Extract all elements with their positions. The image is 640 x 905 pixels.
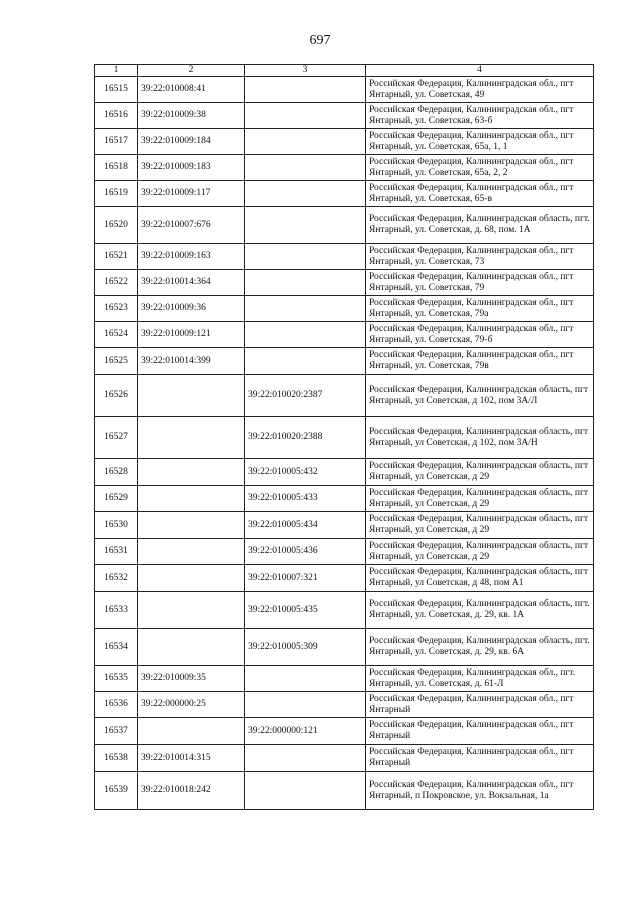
address-cell: Российская Федерация, Калининградская обл., пгт Янтарный, ул. Советская, 65а, 2, 2 xyxy=(366,155,594,181)
table-row xyxy=(95,103,594,129)
address-cell: Российская Федерация, Калининградская область, пгт Янтарный, ул Советская, д 29 xyxy=(366,486,594,512)
table-row xyxy=(95,486,594,512)
cadastral-number-object: 39:22:010020:2388 xyxy=(245,417,366,459)
row-number: 16518 xyxy=(95,155,138,181)
row-number: 16534 xyxy=(95,629,138,666)
address-cell: Российская Федерация, Калининградская обл., пгт Янтарный, ул. Советская, 65-в xyxy=(366,181,594,207)
cadastral-number-land: 39:22:010009:38 xyxy=(138,103,245,129)
cadastral-number-object: 39:22:010007:321 xyxy=(245,565,366,592)
table-row xyxy=(95,129,594,155)
address-cell: Российская Федерация, Калининградская обл., пгт Янтарный, ул. Советская, 65а, 1, 1 xyxy=(366,129,594,155)
address-cell: Российская Федерация, Калининградская обл., пгт Янтарный, ул. Советская, 79а xyxy=(366,296,594,322)
row-number: 16539 xyxy=(95,772,138,810)
column-header-2: 2 xyxy=(138,65,245,77)
row-number: 16516 xyxy=(95,103,138,129)
cadastral-number-object xyxy=(245,270,366,296)
cadastral-number-land: 39:22:010008:41 xyxy=(138,77,245,103)
table-row xyxy=(95,629,594,666)
address-cell: Российская Федерация, Калининградская обл., пгт Янтарный, ул. Советская, 79в xyxy=(366,348,594,375)
row-number: 16525 xyxy=(95,348,138,375)
table-row xyxy=(95,207,594,244)
cadastral-number-land: 39:22:010007:676 xyxy=(138,207,245,244)
row-number: 16529 xyxy=(95,486,138,512)
row-number: 16538 xyxy=(95,745,138,772)
address-cell: Российская Федерация, Калининградская обл., пгт Янтарный xyxy=(366,745,594,772)
row-number: 16532 xyxy=(95,565,138,592)
cadastral-number-object xyxy=(245,155,366,181)
row-number: 16526 xyxy=(95,375,138,417)
table-row xyxy=(95,459,594,486)
cadastral-number-land xyxy=(138,459,245,486)
address-cell: Российская Федерация, Калининградская область, пгт Янтарный, ул Советская, д 29 xyxy=(366,539,594,565)
cadastral-number-object xyxy=(245,692,366,718)
address-cell: Российская Федерация, Калининградская обл., пгт Янтарный xyxy=(366,718,594,745)
address-cell: Российская Федерация, Калининградская область, пгт Янтарный, ул Советская, д 29 xyxy=(366,512,594,539)
cadastral-number-object xyxy=(245,322,366,348)
cadastral-number-object xyxy=(245,348,366,375)
row-number: 16521 xyxy=(95,244,138,270)
cadastral-number-object xyxy=(245,772,366,810)
column-header-3: 3 xyxy=(245,65,366,77)
address-cell: Российская Федерация, Калининградская область, пгт. Янтарный, ул. Советская, д. 68, пом. 1А xyxy=(366,207,594,244)
cadastral-number-object: 39:22:010005:436 xyxy=(245,539,366,565)
cadastral-number-land xyxy=(138,565,245,592)
cadastral-number-object xyxy=(245,181,366,207)
address-cell: Российская Федерация, Калининградская обл., пгт Янтарный xyxy=(366,692,594,718)
registry-table xyxy=(94,64,594,810)
address-cell: Российская Федерация, Калининградская область, пгт Янтарный, ул Советская, д 102, пом 3А/Л xyxy=(366,375,594,417)
table-body xyxy=(95,77,594,810)
cadastral-number-object xyxy=(245,103,366,129)
row-number: 16523 xyxy=(95,296,138,322)
row-number: 16517 xyxy=(95,129,138,155)
cadastral-number-land: 39:22:010014:399 xyxy=(138,348,245,375)
cadastral-number-object xyxy=(245,296,366,322)
table-row xyxy=(95,692,594,718)
table-row xyxy=(95,745,594,772)
cadastral-number-land xyxy=(138,417,245,459)
row-number: 16520 xyxy=(95,207,138,244)
table-row xyxy=(95,375,594,417)
cadastral-number-land xyxy=(138,375,245,417)
cadastral-number-land: 39:22:010009:121 xyxy=(138,322,245,348)
table-row xyxy=(95,270,594,296)
table-row xyxy=(95,77,594,103)
address-cell: Российская Федерация, Калининградская область, пгт Янтарный, ул Советская, д 48, пом А1 xyxy=(366,565,594,592)
page-number: 697 xyxy=(309,33,331,48)
column-header-1: 1 xyxy=(95,65,138,77)
cadastral-number-land xyxy=(138,486,245,512)
address-cell: Российская Федерация, Калининградская обл., пгт Янтарный, ул. Советская, 49 xyxy=(366,77,594,103)
row-number: 16522 xyxy=(95,270,138,296)
table-row xyxy=(95,417,594,459)
cadastral-number-object: 39:22:010005:309 xyxy=(245,629,366,666)
table-row xyxy=(95,296,594,322)
cadastral-number-object xyxy=(245,77,366,103)
address-cell: Российская Федерация, Калининградская обл., пгт Янтарный, п Покровское, ул. Вокзальная, 1а xyxy=(366,772,594,810)
row-number: 16535 xyxy=(95,666,138,692)
table-row xyxy=(95,772,594,810)
cadastral-number-land: 39:22:010009:184 xyxy=(138,129,245,155)
cadastral-number-object: 39:22:010020:2387 xyxy=(245,375,366,417)
cadastral-number-object xyxy=(245,666,366,692)
table-row xyxy=(95,155,594,181)
table-row xyxy=(95,512,594,539)
cadastral-number-object: 39:22:010005:434 xyxy=(245,512,366,539)
table-row xyxy=(95,322,594,348)
cadastral-number-land xyxy=(138,539,245,565)
row-number: 16527 xyxy=(95,417,138,459)
address-cell: Российская Федерация, Калининградская обл., пгт Янтарный, ул. Советская, 73 xyxy=(366,244,594,270)
address-cell: Российская Федерация, Калининградская область, пгт. Янтарный, ул. Советская, д. 29, кв. 6А xyxy=(366,629,594,666)
row-number: 16528 xyxy=(95,459,138,486)
cadastral-number-object: 39:22:000000:121 xyxy=(245,718,366,745)
cadastral-number-land xyxy=(138,512,245,539)
cadastral-number-land xyxy=(138,592,245,629)
table-row xyxy=(95,718,594,745)
row-number: 16531 xyxy=(95,539,138,565)
cadastral-number-object xyxy=(245,207,366,244)
cadastral-number-object: 39:22:010005:433 xyxy=(245,486,366,512)
cadastral-number-land: 39:22:010018:242 xyxy=(138,772,245,810)
row-number: 16524 xyxy=(95,322,138,348)
cadastral-number-object: 39:22:010005:435 xyxy=(245,592,366,629)
table-row xyxy=(95,348,594,375)
row-number: 16519 xyxy=(95,181,138,207)
address-cell: Российская Федерация, Калининградская обл., пгт Янтарный, ул. Советская, 79 xyxy=(366,270,594,296)
cadastral-number-land: 39:22:010014:315 xyxy=(138,745,245,772)
address-cell: Российская Федерация, Калининградская область, пгт Янтарный, ул Советская, д 102, пом 3А/Н xyxy=(366,417,594,459)
cadastral-number-land: 39:22:010009:36 xyxy=(138,296,245,322)
row-number: 16530 xyxy=(95,512,138,539)
table-row xyxy=(95,539,594,565)
cadastral-number-land: 39:22:010009:183 xyxy=(138,155,245,181)
cadastral-number-object xyxy=(245,129,366,155)
cadastral-number-land: 39:22:000000:25 xyxy=(138,692,245,718)
address-cell: Российская Федерация, Калининградская обл., пгт. Янтарный, ул. Советская, д. 61-Л xyxy=(366,666,594,692)
address-cell: Российская Федерация, Калининградская область, пгт Янтарный, ул Советская, д 29 xyxy=(366,459,594,486)
table-row xyxy=(95,565,594,592)
table-row xyxy=(95,592,594,629)
address-cell: Российская Федерация, Калининградская обл., пгт Янтарный, ул. Советская, 63-б xyxy=(366,103,594,129)
cadastral-number-land xyxy=(138,718,245,745)
cadastral-number-object xyxy=(245,244,366,270)
table-row xyxy=(95,244,594,270)
header-row xyxy=(95,65,594,77)
address-cell: Российская Федерация, Калининградская обл., пгт Янтарный, ул. Советская, 79-б xyxy=(366,322,594,348)
cadastral-number-land: 39:22:010009:163 xyxy=(138,244,245,270)
column-header-4: 4 xyxy=(366,65,594,77)
table-row xyxy=(95,181,594,207)
table-row xyxy=(95,666,594,692)
row-number: 16537 xyxy=(95,718,138,745)
cadastral-number-object: 39:22:010005:432 xyxy=(245,459,366,486)
cadastral-number-land: 39:22:010009:117 xyxy=(138,181,245,207)
cadastral-number-land xyxy=(138,629,245,666)
row-number: 16536 xyxy=(95,692,138,718)
cadastral-number-land: 39:22:010009:35 xyxy=(138,666,245,692)
cadastral-number-land: 39:22:010014:364 xyxy=(138,270,245,296)
row-number: 16533 xyxy=(95,592,138,629)
cadastral-number-object xyxy=(245,745,366,772)
address-cell: Российская Федерация, Калининградская область, пгт. Янтарный, ул. Советская, д. 29, кв. 1А xyxy=(366,592,594,629)
row-number: 16515 xyxy=(95,77,138,103)
